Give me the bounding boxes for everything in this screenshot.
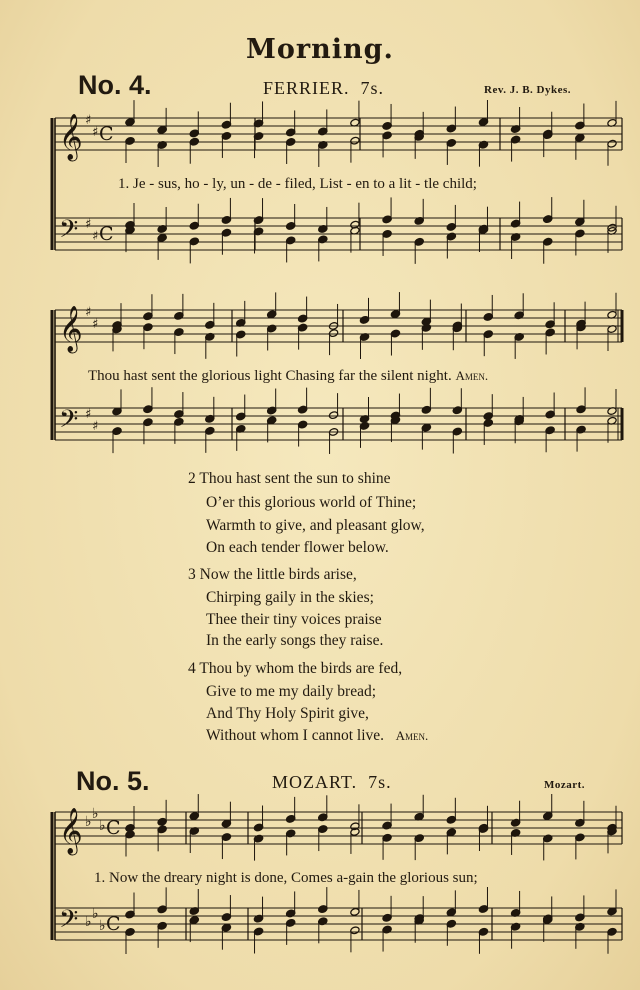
hymn-5-meter: 7s.	[368, 772, 392, 792]
hymn-4-composer: Rev. J. B. Dykes.	[484, 84, 572, 96]
hymn-4-lyric-line-2-text: Thou hast sent the glorious light Chasing far the silent night.	[88, 368, 452, 384]
treble-clef: 𝄞	[59, 808, 83, 854]
key-flat: ♭	[99, 818, 106, 834]
key-sharp: ♯	[92, 317, 99, 332]
treble-clef: 𝄞	[59, 306, 83, 352]
hymn-5-composer: Mozart.	[544, 779, 586, 791]
hymn-5-lyric-line-1: 1. Now the dreary night is done, Comes a-gain the glorious sun;	[94, 870, 478, 886]
hymn-5-number: No. 5.	[76, 766, 150, 796]
verse-3-line-1-text: Now the little birds arise,	[199, 566, 357, 583]
verse-4-line-1	[188, 660, 402, 678]
hymn-4-meter: 7s.	[360, 78, 385, 98]
bass-clef: 𝄢	[59, 905, 79, 940]
verse-3-line-3: Thee their tiny voices praise	[206, 611, 382, 628]
time-signature: C	[106, 817, 121, 839]
hymn-5-tune-name: MOZART.	[272, 772, 358, 792]
key-sharp: ♯	[92, 419, 99, 434]
key-sharp: ♯	[85, 305, 92, 320]
treble-clef: 𝄞	[59, 114, 83, 160]
key-sharp: ♯	[92, 125, 99, 140]
hymn-4-amen: Amen.	[455, 368, 489, 383]
verse-4-line-3: And Thy Holy Spirit give,	[206, 705, 369, 722]
verse-4-number: 4	[188, 660, 196, 677]
key-flat: ♭	[92, 806, 99, 822]
verse-4-line-2: Give to me my daily bread;	[206, 683, 377, 700]
hymn-4-tune-name: FERRIER.	[263, 78, 350, 98]
hymn-4-lyric-line-2	[88, 368, 488, 385]
verse-4-line-4	[206, 727, 428, 745]
verse-2-line-1-text: Thou hast sent the sun to shine	[199, 470, 391, 487]
verse-3-line-2: Chirping gaily in the skies;	[206, 589, 374, 606]
hymn-5-tune	[272, 772, 392, 793]
verse-2-line-2: O’er this glorious world of Thine;	[206, 494, 417, 511]
hymn-4-number: No. 4.	[78, 70, 152, 100]
verse-4-line-4-text: Without whom I cannot live.	[206, 727, 385, 744]
verse-2-line-3: Warmth to give, and pleasant glow,	[206, 517, 425, 534]
key-sharp: ♯	[85, 407, 92, 422]
bass-clef: 𝄢	[59, 215, 79, 250]
bass-clef: 𝄢	[59, 405, 79, 440]
key-flat: ♭	[99, 918, 106, 934]
time-signature: C	[106, 913, 121, 935]
verse-3-number: 3	[188, 566, 196, 583]
page-title: Morning.	[246, 34, 394, 65]
key-sharp: ♯	[85, 113, 92, 128]
key-flat: ♭	[85, 914, 92, 930]
key-flat: ♭	[92, 906, 99, 922]
verse-amen: Amen.	[395, 728, 429, 743]
key-sharp: ♯	[92, 229, 99, 244]
verse-2-line-1	[188, 470, 391, 488]
verse-2-number: 2	[188, 470, 196, 487]
hymn-4-lyric-line-1: 1. Je - sus, ho - ly, un - de - filed, List - en to a lit - tle child;	[118, 176, 477, 192]
verse-3-line-4: In the early songs they raise.	[206, 632, 384, 649]
key-flat: ♭	[85, 814, 92, 830]
verse-3-line-1	[188, 566, 357, 584]
verse-4-line-1-text: Thou by whom the birds are fed,	[199, 660, 403, 677]
time-signature: C	[99, 123, 114, 145]
verse-2-line-4: On each tender flower below.	[206, 539, 389, 556]
time-signature: C	[99, 223, 114, 245]
key-sharp: ♯	[85, 217, 92, 232]
